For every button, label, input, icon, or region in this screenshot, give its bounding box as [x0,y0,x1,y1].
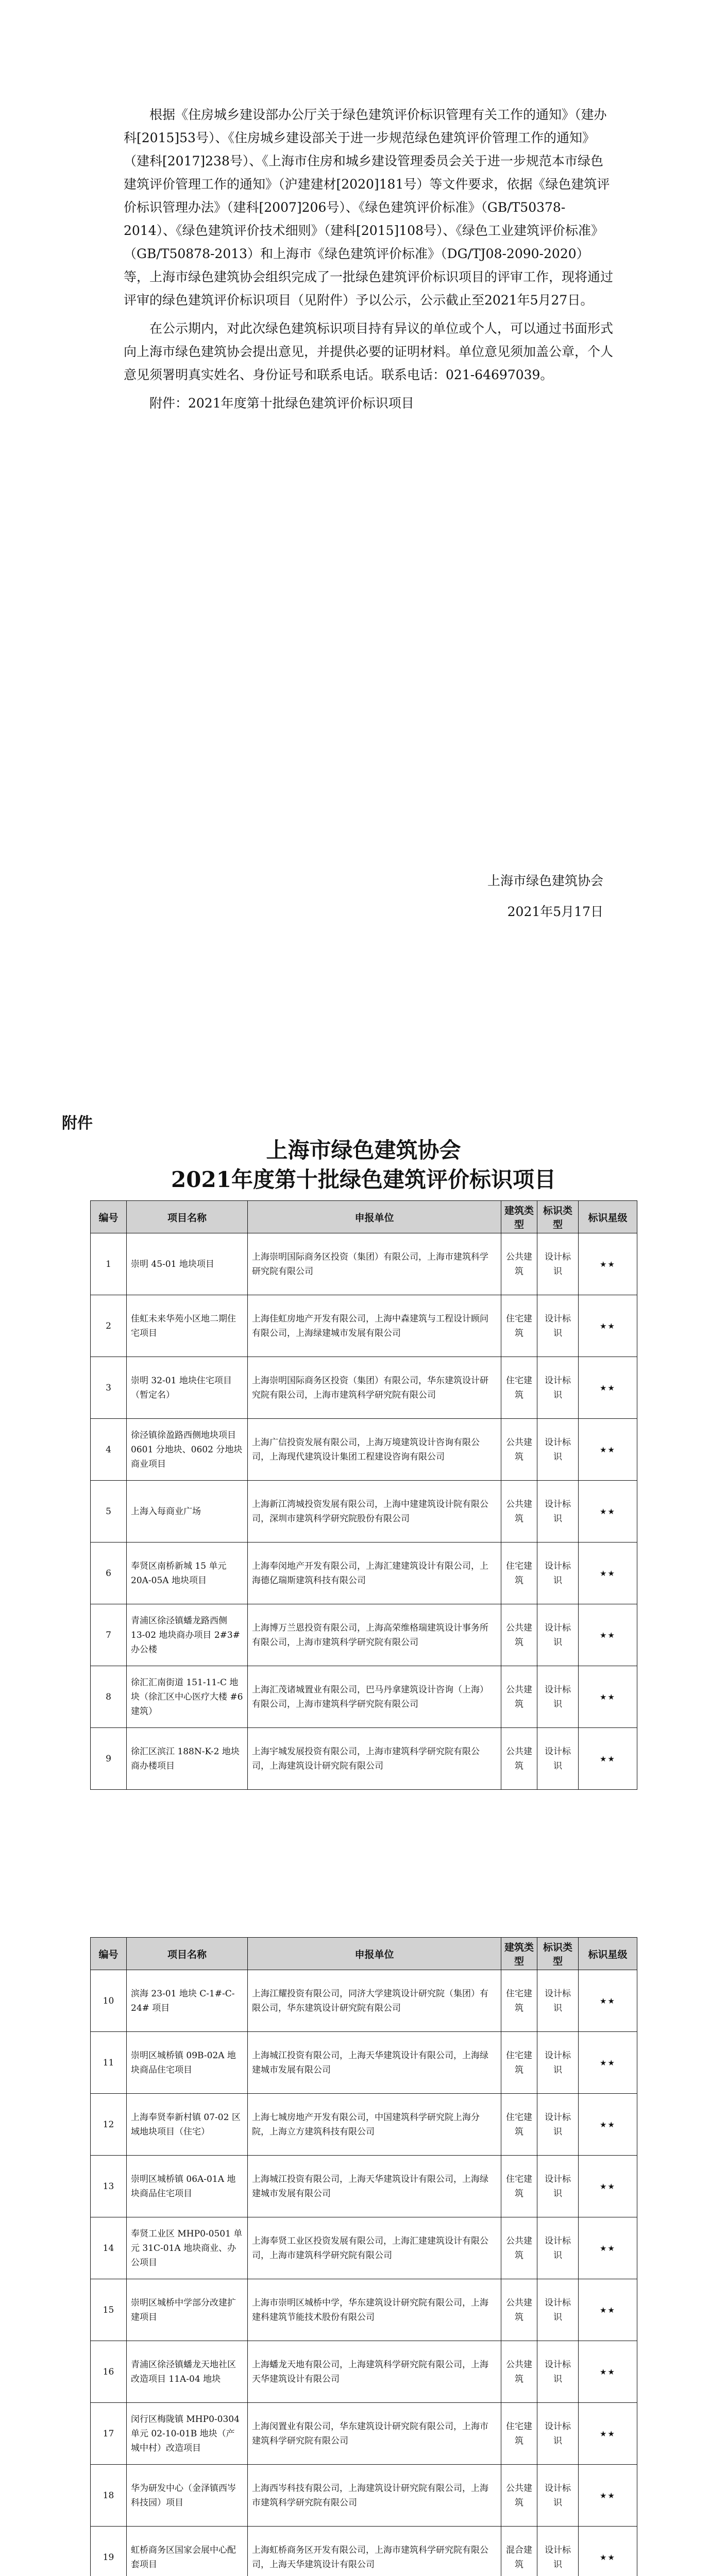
cell-label-type: 设计标识 [537,2403,579,2465]
cell-project-name: 崇明 32-01 地块住宅项目（暂定名） [127,1357,248,1419]
cell-building-type: 公共建筑 [501,1604,537,1666]
cell-star-rating: ★★ [579,2527,637,2576]
cell-building-type: 公共建筑 [501,1419,537,1481]
cell-applicant: 上海博万兰恩投资有限公司，上海高荣维格瑞建筑设计事务所有限公司，上海市建筑科学研究院有限公司 [248,1604,501,1666]
table-row [91,1543,637,1604]
cell-star-rating: ★★ [579,2341,637,2403]
annex-title-line2: 2021年度第十批绿色建筑评价标识项目 [171,1167,556,1192]
cell-no: 15 [91,2279,127,2341]
cell-star-rating: ★★ [579,1970,637,2032]
cell-no: 12 [91,2094,127,2156]
cell-star-rating: ★★ [579,1419,637,1481]
cell-building-type: 住宅建筑 [501,1543,537,1604]
cell-no: 5 [91,1481,127,1543]
cell-star-rating: ★★ [579,1357,637,1419]
cell-applicant: 上海奉闵地产开发有限公司，上海汇建建筑设计有限公司，上海德亿瑞斯建筑科技有限公司 [248,1543,501,1604]
cell-label-type: 设计标识 [537,2341,579,2403]
cell-project-name: 徐泾镇徐盈路西侧地块项目 0601 分地块、0602 分地块商业项目 [127,1419,248,1481]
table-row [91,1728,637,1790]
cell-no: 7 [91,1604,127,1666]
cell-project-name: 奉贤工业区 MHP0-0501 单元 31C-01A 地块商业、办公项目 [127,2217,248,2279]
cell-star-rating: ★★ [579,1728,637,1790]
table-row [91,1233,637,1295]
cell-applicant: 上海闵置业有限公司，华东建筑设计研究院有限公司，上海市建筑科学研究院有限公司 [248,2403,501,2465]
cell-label-type: 设计标识 [537,2094,579,2156]
cell-building-type: 公共建筑 [501,2341,537,2403]
cell-project-name: 崇明区城桥中学部分改建扩建项目 [127,2279,248,2341]
header-name: 项目名称 [127,1938,248,1970]
table-row [91,2527,637,2576]
cell-project-name: 虹桥商务区国家会展中心配套项目 [127,2527,248,2576]
cell-building-type: 住宅建筑 [501,2156,537,2217]
cell-label-type: 设计标识 [537,2279,579,2341]
notice-signature: 上海市绿色建筑协会 [487,873,603,888]
cell-label-type: 设计标识 [537,2465,579,2527]
header-category: 建筑类型 [501,1938,537,1970]
cell-star-rating: ★★ [579,2094,637,2156]
table-row [91,2465,637,2527]
cell-applicant: 上海虹桥商务区开发有限公司，上海市建筑科学研究院有限公司，上海天华建筑设计有限公司 [248,2527,501,2576]
attachment-label: 附件 [62,1114,93,1132]
cell-applicant: 上海新江湾城投资发展有限公司，上海中建建筑设计院有限公司，深圳市建筑科学研究院股份有限公司 [248,1481,501,1543]
cell-building-type: 住宅建筑 [501,1357,537,1419]
cell-applicant: 上海奉贤工业区投资发展有限公司，上海汇建建筑设计有限公司，上海市建筑科学研究院有限公司 [248,2217,501,2279]
cell-no: 18 [91,2465,127,2527]
cell-applicant: 上海蟠龙天地有限公司，上海建筑科学研究院有限公司，上海天华建筑设计有限公司 [248,2341,501,2403]
cell-no: 3 [91,1357,127,1419]
cell-applicant: 上海城江投资有限公司，上海天华建筑设计有限公司，上海绿建城市发展有限公司 [248,2032,501,2094]
cell-no: 10 [91,1970,127,2032]
table-row [91,2156,637,2217]
cell-applicant: 上海七城房地产开发有限公司，中国建筑科学研究院上海分院，上海立方建筑科技有限公司 [248,2094,501,2156]
header-unit: 申报单位 [248,1938,501,1970]
cell-label-type: 设计标识 [537,1357,579,1419]
cell-applicant: 上海江耀投资有限公司，同济大学建筑设计研究院（集团）有限公司，华东建筑设计研究院有限公司 [248,1970,501,2032]
cell-project-name: 徐汇区滨江 188N-K-2 地块商办楼项目 [127,1728,248,1790]
cell-no: 4 [91,1419,127,1481]
cell-label-type: 设计标识 [537,2156,579,2217]
cell-star-rating: ★★ [579,2217,637,2279]
cell-label-type: 设计标识 [537,1481,579,1543]
project-table-page-1 [90,1200,637,1790]
cell-no: 11 [91,2032,127,2094]
cell-label-type: 设计标识 [537,1604,579,1666]
cell-building-type: 住宅建筑 [501,2032,537,2094]
cell-no: 19 [91,2527,127,2576]
cell-no: 2 [91,1295,127,1357]
table-row [91,2341,637,2403]
header-type: 标识类型 [537,1938,579,1970]
cell-no: 8 [91,1666,127,1728]
cell-star-rating: ★★ [579,2032,637,2094]
cell-applicant: 上海汇茂诸城置业有限公司，巴马丹拿建筑设计咨询（上海）有限公司，上海市建筑科学研究院有限公司 [248,1666,501,1728]
cell-star-rating: ★★ [579,2156,637,2217]
cell-star-rating: ★★ [579,1481,637,1543]
cell-building-type: 公共建筑 [501,1481,537,1543]
cell-label-type: 设计标识 [537,1666,579,1728]
cell-building-type: 住宅建筑 [501,1295,537,1357]
notice-date: 2021年5月17日 [507,904,603,919]
cell-label-type: 设计标识 [537,2217,579,2279]
cell-star-rating: ★★ [579,1233,637,1295]
cell-building-type: 公共建筑 [501,2465,537,2527]
table-row [91,1357,637,1419]
notice-body [124,103,613,420]
cell-building-type: 住宅建筑 [501,2403,537,2465]
cell-project-name: 青浦区徐泾镇蟠龙天地社区改造项目 11A-04 地块 [127,2341,248,2403]
table-row [91,1481,637,1543]
table-row [91,2403,637,2465]
cell-no: 13 [91,2156,127,2217]
table-row [91,1970,637,2032]
cell-no: 16 [91,2341,127,2403]
table-row [91,2279,637,2341]
cell-no: 17 [91,2403,127,2465]
cell-label-type: 设计标识 [537,1543,579,1604]
cell-project-name: 徐汇汇南街道 151-11-C 地块（徐汇区中心医疗大楼 #6 建筑） [127,1666,248,1728]
cell-star-rating: ★★ [579,2279,637,2341]
table-row [91,1419,637,1481]
notice-attachment-line: 附件：2021年度第十批绿色建筑评价标识项目 [149,396,414,411]
cell-project-name: 崇明区城桥镇 06A-01A 地块商品住宅项目 [127,2156,248,2217]
table-row [91,1604,637,1666]
notice-paragraph-2: 在公示期内，对此次绿色建筑标识项目持有异议的单位或个人，可以通过书面形式向上海市绿色建筑协会提出意见，并提供必要的证明材料。单位意见须加盖公章，个人意见须署明真实姓名、身份证号和联系电话。联系电话：021-64697039。 [124,321,614,382]
cell-project-name: 闵行区梅陇镇 MHP0-0304 单元 02-10-01B 地块（产城中村）改造项目 [127,2403,248,2465]
cell-project-name: 上海奉贤奉新村镇 07-02 区域地块项目（住宅） [127,2094,248,2156]
cell-star-rating: ★★ [579,2403,637,2465]
header-no: 编号 [91,1201,127,1233]
cell-applicant: 上海宇城发展投资有限公司，上海市建筑科学研究院有限公司，上海建筑设计研究院有限公司 [248,1728,501,1790]
header-star: 标识星级 [579,1201,637,1233]
cell-project-name: 上海入每商业广场 [127,1481,248,1543]
cell-project-name: 崇明区城桥镇 09B-02A 地块商品住宅项目 [127,2032,248,2094]
notice-paragraph-1: 根据《住房城乡建设部办公厅关于绿色建筑评价标识管理有关工作的通知》（建办科[2015]53号）、《住房城乡建设部关于进一步规范绿色建筑评价管理工作的通知》（建科[2017]238号）、《上海市住房和城乡建设管理委员会关于进一步规范本市绿色建筑评价管理工作的通知》（沪建建材[2020]181号）等文件要求，依据《绿色建筑评价标识管理办法》（建科[2007]206号）、《绿色建筑评价标准》（GB/T50378-2014）、《绿色建筑评价技术细则》（建科[2015]108号）、《绿色工业建筑评价标准》（GB/T50878-2013）和上海市《绿色建筑评价标准》（DG/TJ08-2090-2020）等，上海市绿色建筑协会组织完成了一批绿色建筑评价标识项目的评审工作，现将通过评审的绿色建筑评价标识项目（见附件）予以公示，公示截止至2021年5月27日。 [124,107,614,308]
cell-project-name: 奉贤区南桥新城 15 单元 20A-05A 地块项目 [127,1543,248,1604]
cell-project-name: 滨海 23-01 地块 C-1#-C-24# 项目 [127,1970,248,2032]
cell-no: 1 [91,1233,127,1295]
table-header-row [91,1201,637,1233]
cell-applicant: 上海城江投资有限公司，上海天华建筑设计有限公司，上海绿建城市发展有限公司 [248,2156,501,2217]
table-row [91,1295,637,1357]
header-no: 编号 [91,1938,127,1970]
cell-building-type: 混合建筑 [501,2527,537,2576]
cell-project-name: 崇明 45-01 地块项目 [127,1233,248,1295]
table-row [91,1666,637,1728]
cell-label-type: 设计标识 [537,1233,579,1295]
cell-label-type: 设计标识 [537,1419,579,1481]
cell-building-type: 公共建筑 [501,1233,537,1295]
cell-building-type: 住宅建筑 [501,2094,537,2156]
annex-title-line1: 上海市绿色建筑协会 [266,1138,461,1163]
cell-applicant: 上海崇明国际商务区投资（集团）有限公司，上海市建筑科学研究院有限公司 [248,1233,501,1295]
header-unit: 申报单位 [248,1201,501,1233]
cell-star-rating: ★★ [579,1604,637,1666]
cell-star-rating: ★★ [579,1543,637,1604]
cell-label-type: 设计标识 [537,2527,579,2576]
cell-star-rating: ★★ [579,1666,637,1728]
cell-building-type: 住宅建筑 [501,1970,537,2032]
cell-building-type: 公共建筑 [501,1728,537,1790]
table-row [91,2032,637,2094]
cell-applicant: 上海崇明国际商务区投资（集团）有限公司，华东建筑设计研究院有限公司，上海市建筑科学研究院有限公司 [248,1357,501,1419]
cell-project-name: 青浦区徐泾镇蟠龙路西侧 13-02 地块商办项目 2#3# 办公楼 [127,1604,248,1666]
header-category: 建筑类型 [501,1201,537,1233]
table-row [91,2217,637,2279]
cell-label-type: 设计标识 [537,1970,579,2032]
table-row [91,2094,637,2156]
cell-applicant: 上海市崇明区城桥中学，华东建筑设计研究院有限公司，上海建科建筑节能技术股份有限公司 [248,2279,501,2341]
cell-building-type: 公共建筑 [501,2279,537,2341]
cell-star-rating: ★★ [579,2465,637,2527]
cell-no: 14 [91,2217,127,2279]
cell-applicant: 上海广信投资发展有限公司，上海万境建筑设计咨询有限公司，上海现代建筑设计集团工程建设咨询有限公司 [248,1419,501,1481]
cell-building-type: 公共建筑 [501,2217,537,2279]
table-header-row [91,1938,637,1970]
cell-label-type: 设计标识 [537,1728,579,1790]
cell-project-name: 华为研发中心（金泽镇西岑科技园）项目 [127,2465,248,2527]
cell-no: 6 [91,1543,127,1604]
cell-no: 9 [91,1728,127,1790]
cell-label-type: 设计标识 [537,1295,579,1357]
cell-applicant: 上海佳虹房地产开发有限公司，上海中森建筑与工程设计顾问有限公司，上海绿建城市发展有限公司 [248,1295,501,1357]
header-name: 项目名称 [127,1201,248,1233]
project-table-page-2 [90,1937,637,2576]
header-type: 标识类型 [537,1201,579,1233]
cell-building-type: 公共建筑 [501,1666,537,1728]
cell-label-type: 设计标识 [537,2032,579,2094]
cell-project-name: 佳虹未来华苑小区地二期住宅项目 [127,1295,248,1357]
cell-applicant: 上海西岑科技有限公司，上海建筑设计研究院有限公司，上海市建筑科学研究院有限公司 [248,2465,501,2527]
header-star: 标识星级 [579,1938,637,1970]
cell-star-rating: ★★ [579,1295,637,1357]
